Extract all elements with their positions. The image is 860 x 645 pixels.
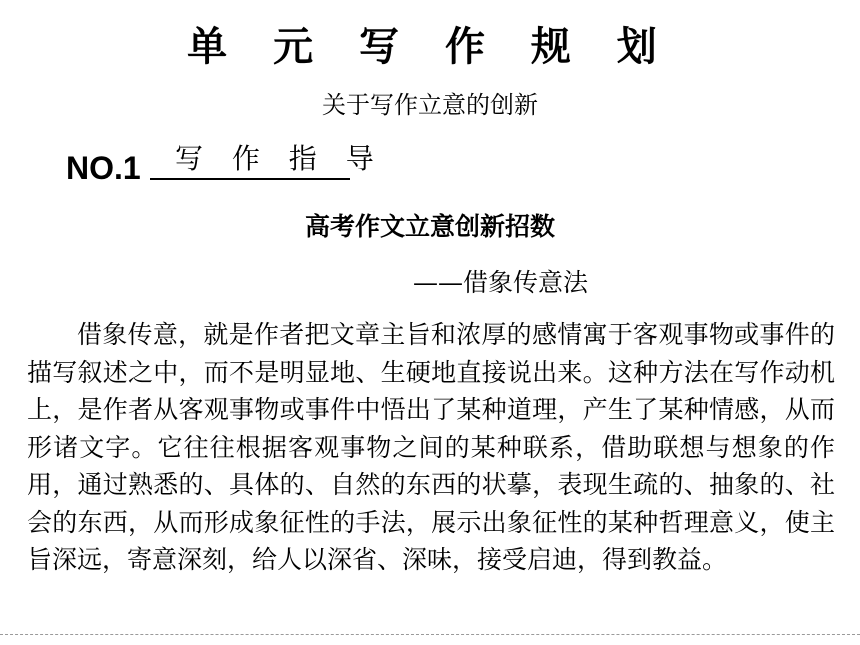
method-name: ——借象传意法 (413, 268, 589, 297)
page-subtitle: 关于写作立意的创新 (322, 91, 538, 119)
section-heading: 写 作 指 导 (175, 142, 384, 175)
section-number: NO.1 (66, 150, 141, 186)
body-paragraph: 借象传意，就是作者把文章主旨和浓厚的感情寓于客观事物或事件的描写叙述之中，而不是明显地、生硬地直接说出来。这种方法在写作动机上，是作者从客观事物或事件中悟出了某种道理，产生了某种情感，从而形诸文字。它往往根据客观事物之间的某种联系，借助联想与想象的作用，通过熟悉的、具体的、自然的东西的状摹，表现生疏的、抽象的、社会的东西，从而形成象征性的手法，展示出象征性的某种哲理意义，使主旨深远，寄意深刻，给人以深省、深味，接受启迪，得到教益。 (27, 320, 835, 574)
article-title: 高考作文立意创新招数 (304, 212, 555, 241)
section-underline (150, 178, 350, 180)
page-divider (0, 634, 860, 635)
page-title: 单 元 写 作 规 划 (187, 24, 673, 70)
